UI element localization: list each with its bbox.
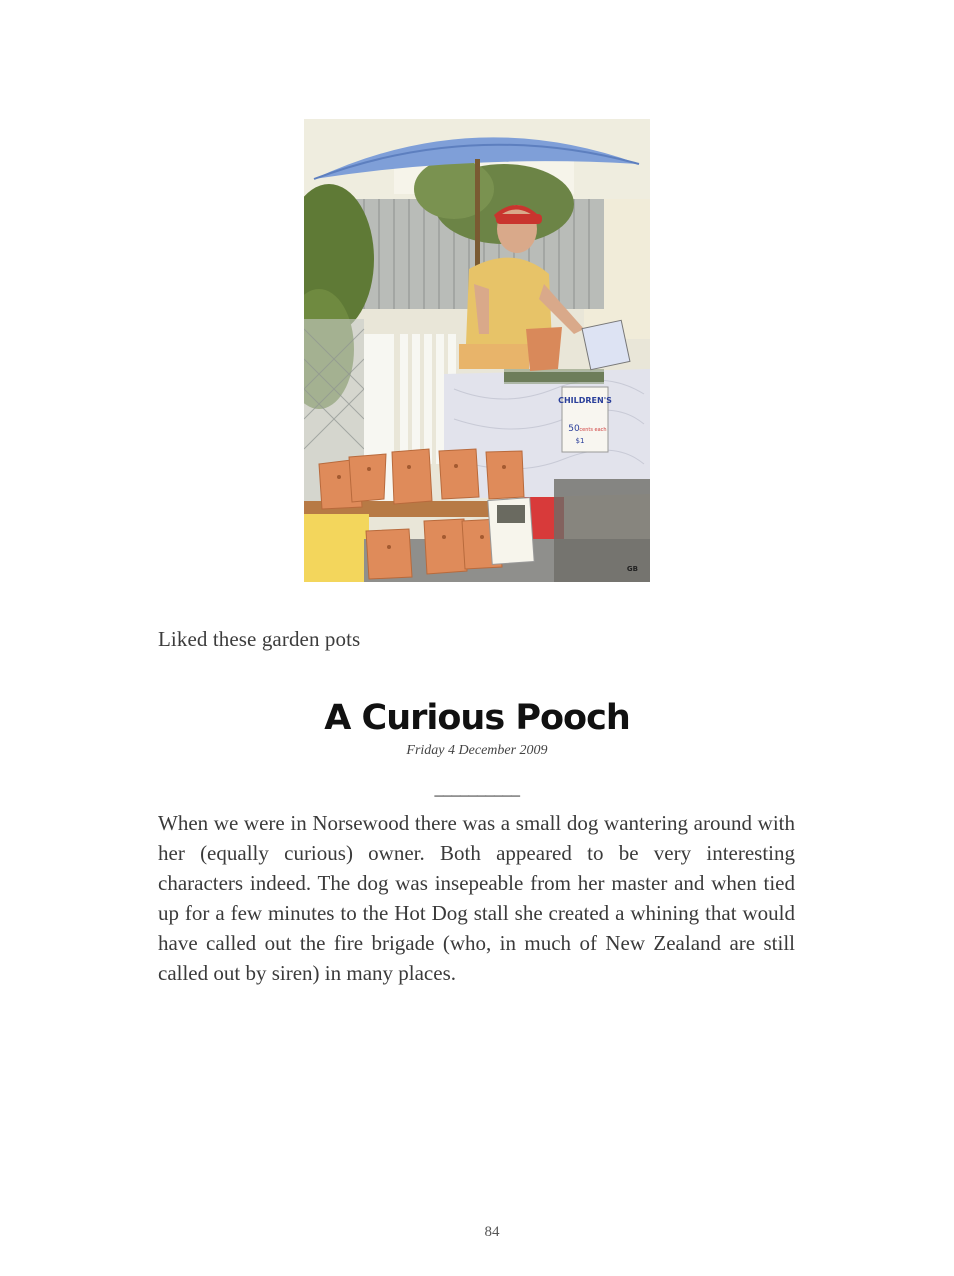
article-date: Friday 4 December 2009 xyxy=(406,743,548,758)
sign-heading: CHILDREN'S xyxy=(558,396,612,405)
market-stall-photo xyxy=(304,119,650,582)
sign-price-unit: cents each xyxy=(579,427,607,433)
page-number: 84 xyxy=(484,1224,500,1240)
article-body: When we were in Norsewood there was a small dog wantering around with her (equally curious) owner. Both appeared to be very interesting characters indeed. The dog was insepeable from her master and when tied up for a few minutes to the Hot Dog stall she created a whining that would have called out the fire brigade (who, in much of New Zealand are still called out by siren) in many places. xyxy=(158,811,795,985)
sign-price-alt: $1 xyxy=(575,437,585,445)
article-title: A Curious Pooch xyxy=(324,698,630,738)
photo-caption: Liked these garden pots xyxy=(158,627,361,651)
photo-watermark: GB xyxy=(626,565,638,573)
article-separator: __________ xyxy=(434,778,520,798)
sign-price: 50 xyxy=(568,424,580,434)
